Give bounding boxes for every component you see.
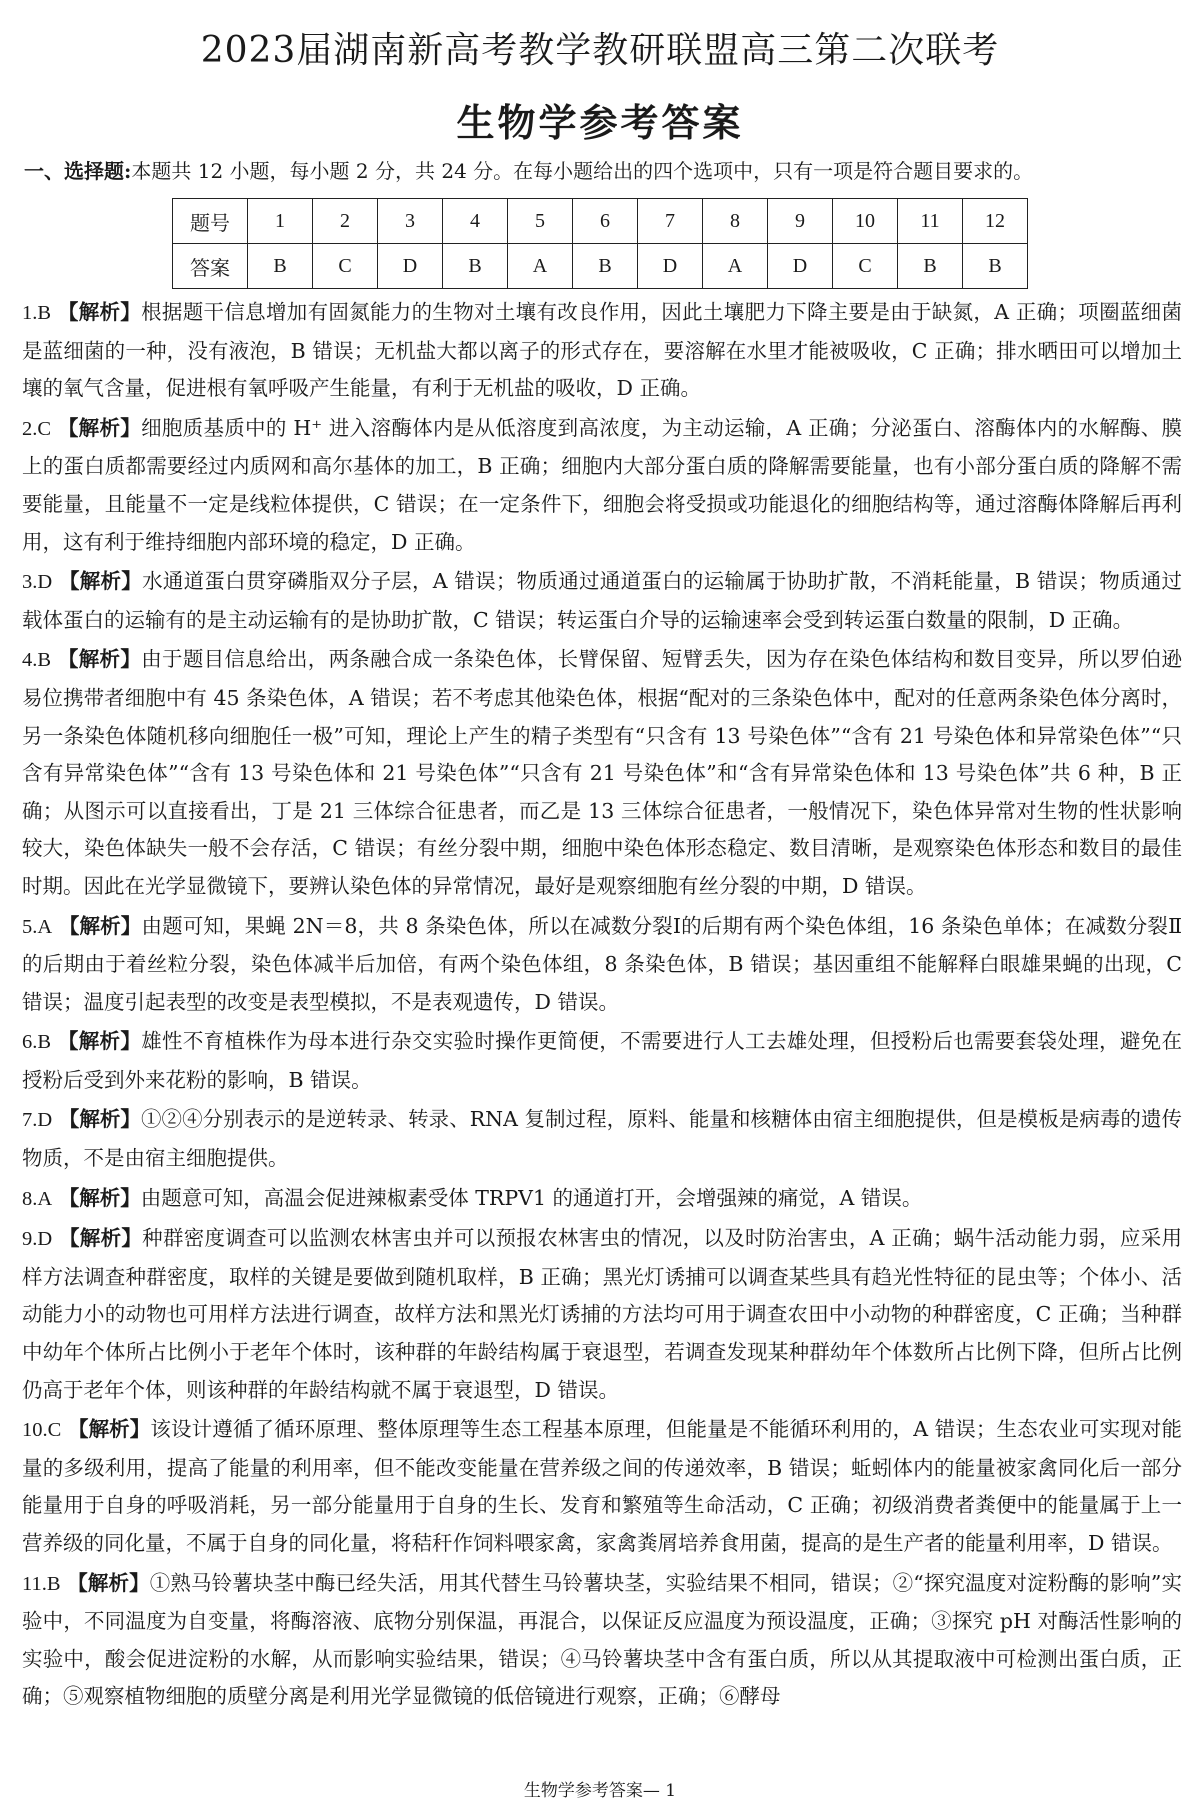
explanation-item (22, 1411, 1182, 1562)
answer-cell: A (508, 244, 573, 289)
item-number: 7.D (22, 1109, 53, 1132)
item-number: 5.A (22, 915, 53, 938)
question-number: 1 (248, 199, 313, 244)
explanation-item (22, 1023, 1182, 1099)
question-number: 12 (963, 199, 1028, 244)
section-label: 一、选择题: (24, 159, 132, 183)
item-text: 由题意可知，高温会促进辣椒素受体 TRPV1 的通道打开，会增强辣的痛觉，A 错误。 (140, 1185, 923, 1210)
explanation-item (22, 641, 1182, 905)
answer-cell: D (768, 244, 833, 289)
answer-cell: B (573, 244, 638, 289)
explanation-item (22, 1220, 1182, 1409)
analysis-tag: 【解析】 (59, 1226, 143, 1251)
answer-cell: C (833, 244, 898, 289)
item-number: 11.B (22, 1572, 61, 1595)
section-heading (24, 156, 1180, 186)
question-number: 7 (638, 199, 703, 244)
question-number: 11 (898, 199, 963, 244)
answer-cell: B (443, 244, 508, 289)
analysis-tag: 【解析】 (57, 647, 142, 672)
item-text: ①熟马铃薯块茎中酶已经失活，用其代替生马铃薯块茎，实验结果不相同，错误；②“探究温度对淀粉酶的影响”实验中，不同温度为自变量，将酶溶液、底物分别保温，再混合，以保证反应温度为预设温度，正确；③探究 pH 对酶活性影响的实验中，酸会促进淀粉的水解，从而影响实验结果，错误；④马铃薯块茎中含有蛋白质，所以从其提取液中可检测出蛋白质，正确；⑤观察植物细胞的质壁分离是利用光学显微镜的低倍镜进行观察，正确；⑥酵母 (22, 1570, 1182, 1709)
explanation-item (22, 1565, 1182, 1716)
answer-table (172, 198, 1028, 289)
question-number: 5 (508, 199, 573, 244)
analysis-tag: 【解析】 (58, 1185, 141, 1210)
answer-table-answer-row (173, 244, 1028, 289)
item-number: 4.B (22, 649, 52, 672)
analysis-tag: 【解析】 (67, 1417, 151, 1442)
explanation-item (22, 294, 1182, 408)
item-text: 根据题干信息增加有固氮能力的生物对土壤有改良作用，因此土壤肥力下降主要是由于缺氮，A 正确；项圈蓝细菌是蓝细菌的一种，没有液泡，B 错误；无机盐大都以离子的形式存在，要溶解在水里才能被吸收，C 正确；排水晒田可以增加土壤的氧气含量，促进根有氧呼吸产生能量，有利于无机盐的吸收，D 正确。 (22, 300, 1182, 401)
item-text: 水通道蛋白贯穿磷脂双分子层，A 错误；物质通过通道蛋白的运输属于协助扩散，不消耗能量，B 错误；物质通过载体蛋白的运输有的是主动运输有的是协助扩散，C 错误；转运蛋白介导的运输速率会受到转运蛋白数量的限制，D 正确。 (22, 569, 1183, 632)
item-text: 由题可知，果蝇 2N＝8，共 8 条染色体，所以在减数分裂Ⅰ的后期有两个染色体组，16 条染色单体；在减数分裂Ⅱ的后期由于着丝粒分裂，染色体减半后加倍，有两个染色体组，8 条染色体，B 错误；基因重组不能解释白眼雄果蝇的出现，C 错误；温度引起表型的改变是表型模拟，不是表观遗传，D 错误。 (22, 913, 1182, 1014)
item-number: 6.B (22, 1031, 52, 1054)
answer-cell: C (313, 244, 378, 289)
item-number: 9.D (22, 1228, 53, 1251)
explanation-item (22, 410, 1182, 561)
explanation-item (22, 563, 1182, 639)
page-footer: 生物学参考答案— 1 (523, 1781, 677, 1801)
analysis-tag: 【解析】 (58, 913, 142, 938)
answer-cell: B (248, 244, 313, 289)
item-number: 1.B (22, 302, 52, 324)
item-text: ①②④分别表示的是逆转录、转录、RNA 复制过程，原料、能量和核糖体由宿主细胞提供，但是模板是病毒的遗传物质，不是由宿主细胞提供。 (22, 1107, 1182, 1171)
answer-cell: A (703, 244, 768, 289)
question-number: 9 (768, 199, 833, 244)
explanation-item (22, 908, 1182, 1022)
question-number: 4 (443, 199, 508, 244)
item-text: 细胞质基质中的 H⁺ 进入溶酶体内是从低溶度到高浓度，为主动运输，A 正确；分泌蛋白、溶酶体内的水解酶、膜上的蛋白质都需要经过内质网和高尔基体的加工，B 正确；细胞内大部分蛋白质的降解需要能量，也有小部分蛋白质的降解不需要能量，且能量不一定是线粒体提供，C 错误；在一定条件下，细胞会将受损或功能退化的细胞结构等，通过溶酶体降解后再利用，这有利于维持细胞内部环境的稳定，D 正确。 (22, 415, 1182, 554)
item-text: 雄性不育植株作为母本进行杂交实验时操作更简便，不需要进行人工去雄处理，但授粉后也需要套袋处理，避免在授粉后受到外来花粉的影响，B 错误。 (22, 1029, 1182, 1092)
analysis-tag: 【解析】 (58, 569, 143, 594)
item-number: 2.C (22, 417, 52, 440)
answer-cell: B (963, 244, 1028, 289)
analysis-tag: 【解析】 (57, 415, 142, 440)
question-number: 6 (573, 199, 638, 244)
item-number: 8.A (22, 1187, 53, 1210)
document-title: 2023届湖南新高考教学教研联盟高三第二次联考 (200, 30, 1000, 71)
item-number: 10.C (22, 1419, 62, 1442)
analysis-tag: 【解析】 (57, 1029, 142, 1054)
row-header-number: 题号 (173, 199, 248, 244)
answer-cell: B (898, 244, 963, 289)
item-number: 3.D (22, 571, 53, 594)
question-number: 8 (703, 199, 768, 244)
analysis-tag: 【解析】 (67, 1570, 150, 1595)
document-subtitle: 生物学参考答案 (456, 100, 744, 145)
analysis-tag: 【解析】 (58, 1107, 141, 1132)
analysis-tag: 【解析】 (57, 300, 142, 324)
explanation-item (22, 1180, 1182, 1219)
answer-table-number-row (173, 199, 1028, 244)
section-description: 本题共 12 小题，每小题 2 分，共 24 分。在每小题给出的四个选项中，只有一项是符合题目要求的。 (131, 159, 1034, 183)
item-text: 种群密度调查可以监测农林害虫并可以预报农林害虫的情况，以及时防治害虫，A 正确；蜗牛活动能力弱，应采用样方法调查种群密度，取样的关键是要做到随机取样，B 正确；黑光灯诱捕可以调查某些具有趋光性特征的昆虫等；个体小、活动能力小的动物也可用样方法进行调查，故样方法和黑光灯诱捕的方法均可用于调查农田中小动物的种群密度，C 正确；当种群中幼年个体所占比例小于老年个体时，该种群的年龄结构属于衰退型，若调查发现某种群幼年个体数所占比例下降，但所占比例仍高于老年个体，则该种群的年龄结构就不属于衰退型，D 错误。 (22, 1226, 1182, 1402)
item-text: 该设计遵循了循环原理、整体原理等生态工程基本原理，但能量是不能循环利用的，A 错误；生态农业可实现对能量的多级利用，提高了能量的利用率，但不能改变能量在营养级之间的传递效率，B 错误；蚯蚓体内的能量被家禽同化后一部分能量用于自身的呼吸消耗，另一部分能量用于自身的生长、发育和繁殖等生命活动，C 正确；初级消费者粪便中的能量属于上一营养级的同化量，不属于自身的同化量，将秸秆作饲料喂家禽，家禽粪屑培养食用菌，提高的是生产者的能量利用率，D 错误。 (22, 1417, 1182, 1555)
explanation-list (22, 294, 1182, 1718)
question-number: 3 (378, 199, 443, 244)
question-number: 10 (833, 199, 898, 244)
row-header-answer: 答案 (173, 244, 248, 289)
answer-cell: D (638, 244, 703, 289)
answer-cell: D (378, 244, 443, 289)
question-number: 2 (313, 199, 378, 244)
item-text: 由于题目信息给出，两条融合成一条染色体，长臂保留、短臂丢失，因为存在染色体结构和数目变异，所以罗伯逊易位携带者细胞中有 45 条染色体，A 错误；若不考虑其他染色体，根据“配对的三条染色体中，配对的任意两条染色体分离时，另一条染色体随机移向细胞任一极”可知，理论上产生的精子类型有“只含有 13 号染色体”“含有 21 号染色体和异常染色体”“只含有异常染色体”“含有 13 号染色体和 21 号染色体”“只含有 21 号染色体”和“含有异常染色体和 13 号染色体”共 6 种，B 正确；从图示可以直接看出，丁是 21 三体综合征患者，而乙是 13 三体综合征患者，一般情况下，染色体异常对生物的性状影响较大，染色体缺失一般不会存活，C 错误；有丝分裂中期，细胞中染色体形态稳定、数目清晰，是观察染色体形态和数目的最佳时期。因此在光学显微镜下，要辨认染色体的异常情况，最好是观察细胞有丝分裂的中期，D 错误。 (22, 647, 1182, 898)
explanation-item (22, 1101, 1182, 1177)
